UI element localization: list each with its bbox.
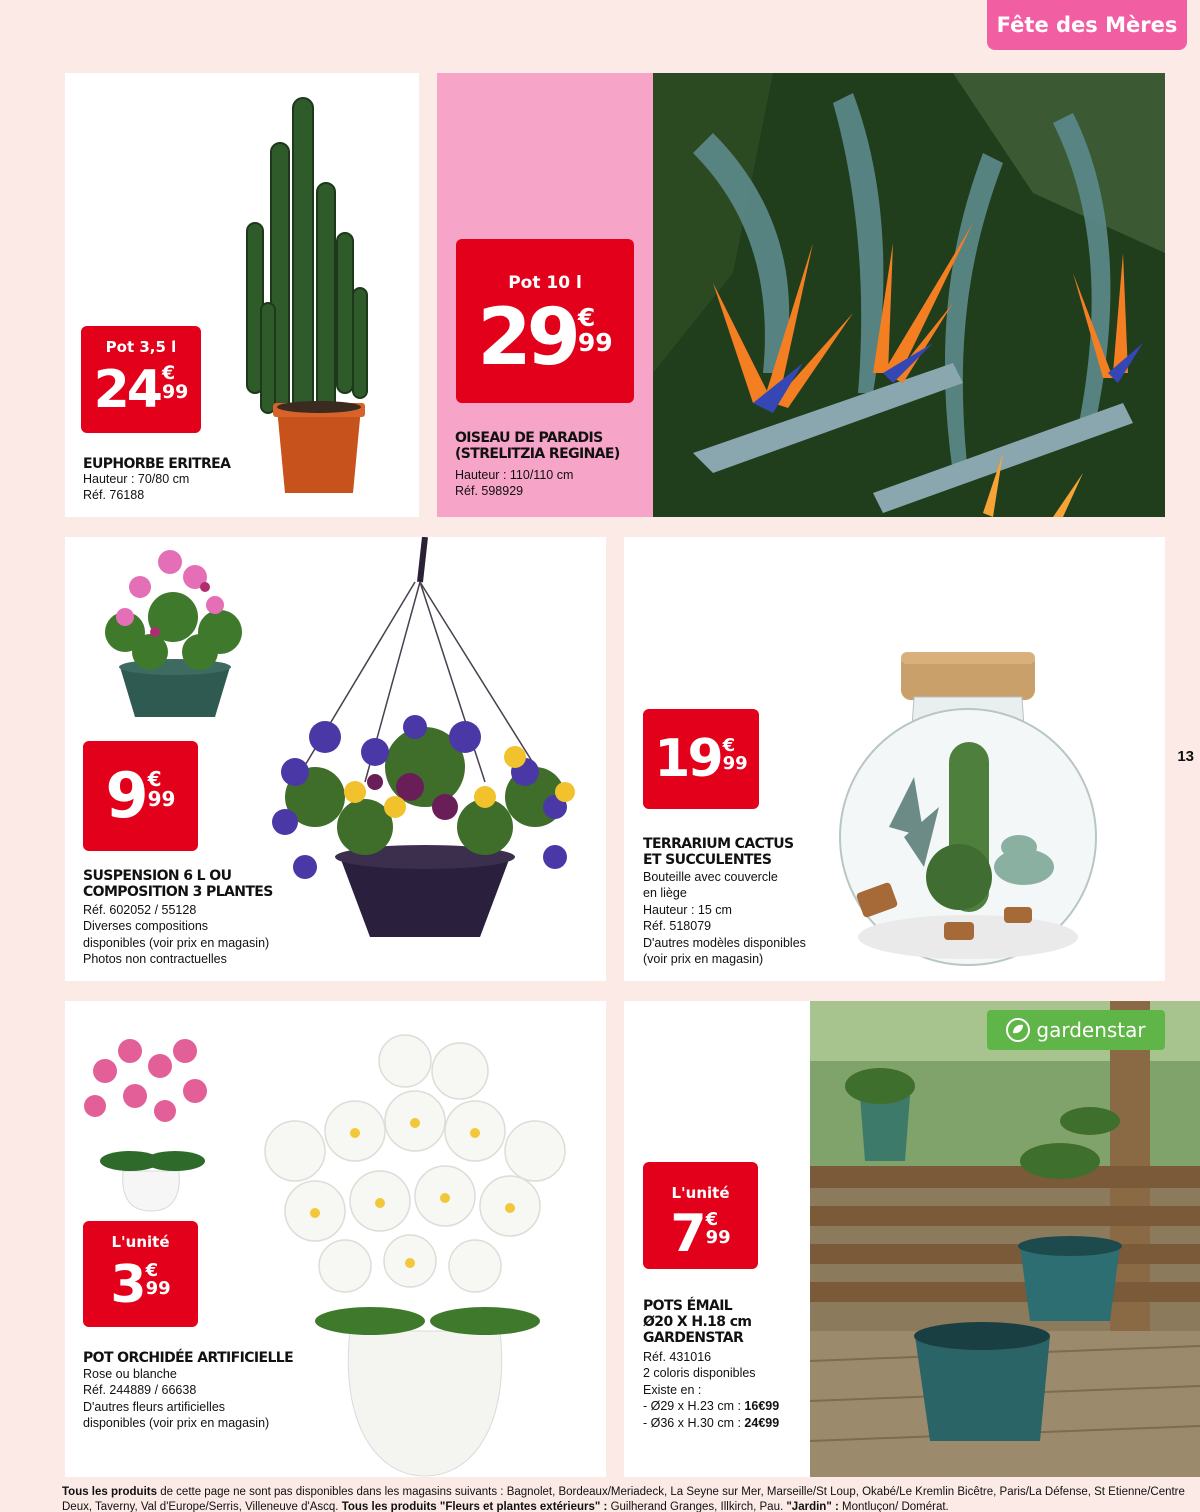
product-title-line: (STRELITZIA REGINAE): [455, 446, 620, 462]
price-currency: €: [705, 1209, 719, 1230]
pots-photo: [810, 1001, 1200, 1477]
product-title-line: SUSPENSION 6 L OU: [83, 868, 232, 884]
product-ref: Réf. 244889 / 66638: [83, 1383, 197, 1398]
product-desc-line: Photos non contractuelles: [83, 952, 227, 967]
price-decimals: 99: [147, 787, 176, 811]
product-ref: Réf. 431016: [643, 1350, 712, 1364]
footer-text: Guilherand Granges, Illkirch, Pau.: [607, 1500, 787, 1512]
product-desc-line: 2 coloris disponibles: [643, 1366, 756, 1381]
product-ref: Réf. 602052 / 55128: [83, 903, 197, 917]
price-label: Pot 10 l: [508, 273, 582, 293]
price-decimals: 99: [161, 381, 189, 403]
product-desc-line: Bouteille avec couvercle: [643, 870, 778, 884]
price-badge-oiseau: [456, 239, 634, 403]
price-integer: 19: [654, 729, 721, 789]
price-decimals: 99: [705, 1227, 731, 1248]
product-title-line: OISEAU DE PARADIS: [455, 430, 603, 446]
price-decimals: 99: [145, 1278, 171, 1299]
variant-price: 24€99: [744, 1415, 780, 1430]
price-currency: €: [145, 1260, 159, 1281]
product-title-line: POTS ÉMAIL: [643, 1298, 733, 1314]
price-decimals: 99: [722, 753, 748, 774]
product-desc-line: disponibles (voir prix en magasin): [83, 1416, 270, 1431]
price-currency: €: [722, 735, 736, 756]
product-ref: Réf. 598929: [455, 484, 524, 499]
price-badge-orchidee: [83, 1221, 198, 1327]
product-ref: Réf. 518079: [643, 919, 712, 934]
product-desc-line: disponibles (voir prix en magasin): [83, 935, 270, 950]
page-number: 13: [1177, 748, 1194, 765]
product-title-line: ET SUCCULENTES: [643, 852, 772, 868]
footer-text: de cette page ne sont pas disponibles dans les magasins suivants : Bagnolet, Bordeaux/Meriadeck, La Seyne sur Mer, Marseille/St Loup, Okabé/Le Kremlin Bicêtre, Paris/La Défense, St Etienne/Centre Deux, Taverny, Val d'Europe/Serris, Villeneuve d'Ascq.: [62, 1486, 1185, 1512]
price-currency: €: [161, 362, 176, 384]
price-currency: €: [147, 767, 162, 791]
price-currency: €: [577, 303, 596, 332]
price-badge-suspension: [83, 741, 198, 851]
price-badge-terrarium: [643, 709, 759, 809]
footer-bold: Tous les produits: [62, 1486, 157, 1498]
product-title: EUPHORBE ERITREA: [83, 456, 231, 472]
price-badge-pots: [643, 1162, 758, 1269]
product-title-line: GARDENSTAR: [643, 1330, 744, 1346]
product-height: Hauteur : 110/110 cm: [455, 468, 574, 482]
product-title-line: TERRARIUM CACTUS: [643, 836, 794, 852]
section-tag: Fête des Mères: [987, 0, 1187, 50]
product-desc-line: D'autres fleurs artificielles: [83, 1399, 226, 1414]
price-label: L'unité: [111, 1233, 170, 1251]
product-ref: Réf. 76188: [83, 488, 145, 503]
footer-bold: "Jardin" :: [786, 1500, 839, 1512]
product-desc-line: Diverses compositions: [83, 919, 209, 934]
price-integer: 24: [93, 360, 160, 420]
product-desc-line: Rose ou blanche: [83, 1367, 177, 1381]
product-desc-line: Existe en :: [643, 1382, 702, 1397]
price-label: Pot 3,5 l: [105, 338, 177, 356]
brand-badge-gardenstar: [987, 1010, 1165, 1050]
price-decimals: 99: [577, 328, 613, 357]
footer-text: Montluçon/ Domérat.: [838, 1500, 949, 1512]
variant-size: - Ø36 x H.30 cm :: [643, 1415, 745, 1430]
price-integer: 7: [670, 1204, 704, 1264]
product-title-line: COMPOSITION 3 PLANTES: [83, 884, 273, 900]
variant-line: [643, 1398, 779, 1414]
variant-line: [643, 1415, 779, 1431]
product-height: Hauteur : 70/80 cm: [83, 472, 190, 486]
price-integer: 9: [105, 759, 146, 832]
product-height: Hauteur : 15 cm: [643, 902, 732, 917]
price-integer: 3: [110, 1255, 144, 1315]
product-card-euphorbe[interactable]: [65, 73, 419, 517]
price-badge-euphorbe: [81, 326, 201, 433]
product-desc-line: en liège: [643, 886, 687, 901]
brand-name: gardenstar: [1036, 1018, 1146, 1042]
variant-price: 16€99: [744, 1399, 780, 1414]
product-title-line: Ø20 X H.18 cm: [643, 1314, 752, 1330]
strelitzia-photo: [653, 73, 1165, 517]
product-title: POT ORCHIDÉE ARTIFICIELLE: [83, 1350, 294, 1366]
product-desc-line: (voir prix en magasin): [643, 952, 764, 967]
product-desc-line: D'autres modèles disponibles: [643, 935, 806, 950]
variant-size: - Ø29 x H.23 cm :: [643, 1399, 745, 1414]
price-label: L'unité: [671, 1184, 730, 1202]
footer-bold: Tous les produits "Fleurs et plantes extérieurs" :: [341, 1500, 608, 1512]
price-integer: 29: [477, 293, 576, 383]
leaf-icon: [1006, 1018, 1030, 1042]
footer-disclaimer: [62, 1485, 1192, 1512]
cactus-image: [65, 73, 419, 517]
